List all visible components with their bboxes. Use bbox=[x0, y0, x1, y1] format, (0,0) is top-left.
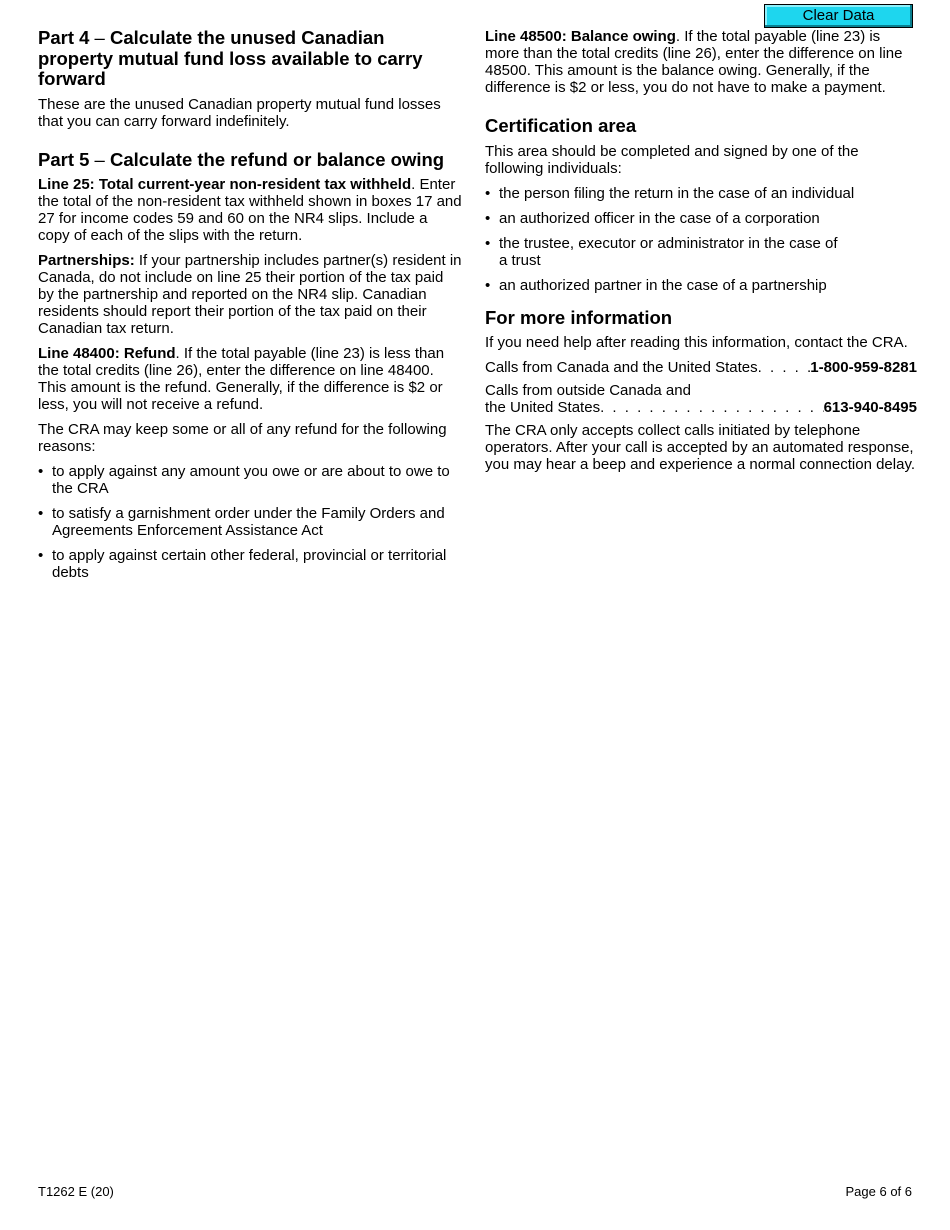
form-identifier: T1262 E (20) bbox=[38, 1184, 114, 1199]
line48400-label: Line 48400: Refund bbox=[38, 345, 176, 362]
line48400-paragraph: Line 48400: Refund. If the total payable (line 23) is less than the total credits (line 26), enter the difference on line 48400. This amount is the refund. Generally, if the difference is $2 or less, you will not receive a refund. bbox=[38, 345, 445, 413]
clear-data-button[interactable]: Clear Data bbox=[764, 4, 913, 28]
collect-calls-note: The CRA only accepts collect calls initiated by telephone operators. After your call is accepted by an automated response, you may hear a beep and experience a normal connection delay. bbox=[485, 422, 915, 473]
line48500-paragraph: Line 48500: Balance owing. If the total payable (line 23) is more than the total credits (line 26), enter the difference on line 48500. This amount is the balance owing. Generally, if the difference is $2 or less, you do not have to make a payment. bbox=[485, 28, 903, 96]
dot-leader bbox=[600, 399, 824, 416]
list-item: • the trustee, executor or administrator in the case of a trust bbox=[485, 234, 838, 269]
line48500-label: Line 48500: Balance owing bbox=[485, 28, 676, 45]
list-item: • to apply against certain other federal, provincial or territorial debts bbox=[38, 547, 447, 581]
page-number: Page 6 of 6 bbox=[845, 1184, 912, 1199]
refund-reasons-list bbox=[38, 463, 463, 581]
left-column bbox=[38, 28, 463, 591]
list-item: • to apply against any amount you owe or are about to owe to the CRA bbox=[38, 463, 450, 497]
list-item: • an authorized officer in the case of a corporation bbox=[485, 209, 820, 227]
line25-label: Line 25: Total current-year non-resident tax withheld bbox=[38, 176, 412, 193]
line25-paragraph: Line 25: Total current-year non-resident tax withheld. Enter the total of the non-resident tax withheld shown in boxes 17 and 27 for income codes 59 and 60 on the NR4 slips. Include a copy of each of the slips with the return. bbox=[38, 176, 462, 244]
more-info-heading: For more information bbox=[485, 306, 673, 328]
dot-leader bbox=[758, 359, 811, 376]
right-column bbox=[485, 28, 917, 481]
part5-heading: Part 5 – Calculate the refund or balance owing bbox=[38, 148, 445, 170]
partnerships-paragraph: Partnerships: If your partnership includes partner(s) resident in Canada, do not include on line 25 their portion of the tax paid by the partnership and reported on the NR4 slip. Canadian residents should report their portion of the tax paid on their Canadian tax return. bbox=[38, 252, 462, 337]
part4-heading: Part 4 – Calculate the unused Canadian property mutual fund loss available to carry forward bbox=[38, 27, 423, 89]
phone-outside: Calls from outside Canada and the United States . . . 613-940-8495 bbox=[485, 382, 917, 416]
more-info-intro: If you need help after reading this information, contact the CRA. bbox=[485, 334, 908, 351]
list-item: • an authorized partner in the case of a partnership bbox=[485, 276, 827, 294]
certification-intro: This area should be completed and signed by one of the following individuals: bbox=[485, 142, 859, 177]
part4-body: These are the unused Canadian property mutual fund losses that you can carry forward indefinitely. bbox=[38, 95, 441, 130]
certification-heading: Certification area bbox=[485, 115, 637, 136]
keep-refund-intro: The CRA may keep some or all of any refund for the following reasons: bbox=[38, 421, 447, 455]
partnerships-label: Partnerships: bbox=[38, 252, 135, 269]
list-item: • to satisfy a garnishment order under the Family Orders and Agreements Enforcement Assistance Act bbox=[38, 505, 445, 539]
certification-list bbox=[485, 185, 917, 294]
list-item: • the person filing the return in the case of an individual bbox=[485, 184, 855, 202]
phone-number-outside: 613-940-8495 bbox=[823, 399, 917, 416]
phone-canada-us: Calls from Canada and the United States . . . 1-800-959-8281 bbox=[485, 359, 917, 376]
phone-number-canada-us: 1-800-959-8281 bbox=[810, 359, 917, 376]
